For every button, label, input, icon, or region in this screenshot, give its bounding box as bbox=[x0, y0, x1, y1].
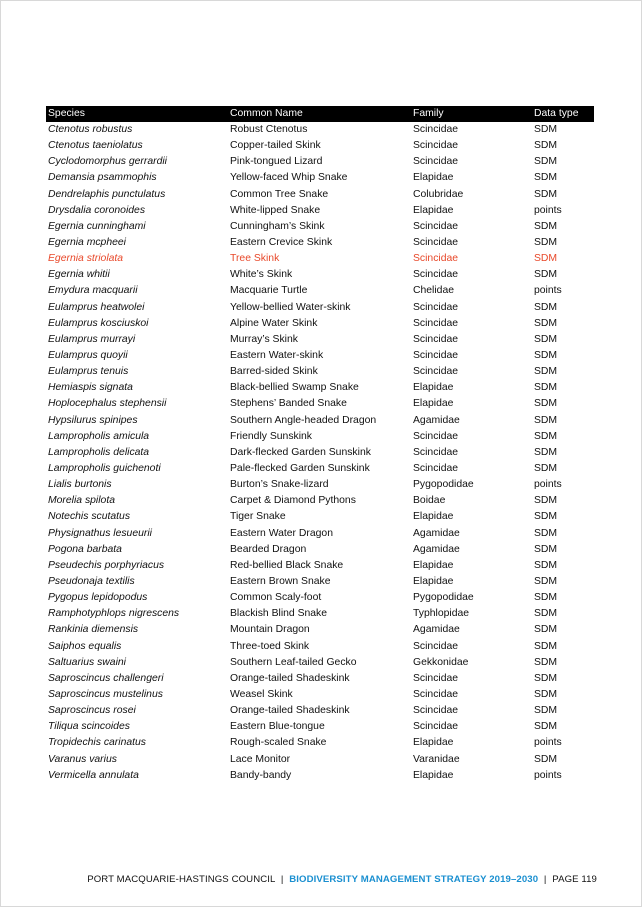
cell-data-type: SDM bbox=[534, 656, 558, 668]
cell-data-type: SDM bbox=[534, 382, 558, 394]
cell-data-type: SDM bbox=[534, 543, 558, 555]
table-row bbox=[46, 461, 594, 477]
cell-data-type: SDM bbox=[534, 624, 558, 636]
table-row bbox=[46, 477, 594, 493]
table-row bbox=[46, 671, 594, 687]
cell-common-name: Lace Monitor bbox=[230, 753, 291, 765]
cell-data-type: SDM bbox=[534, 592, 558, 604]
table-row bbox=[46, 703, 594, 719]
table-row bbox=[46, 493, 594, 509]
header-family: Family bbox=[411, 106, 532, 122]
cell-common-name: Robust Ctenotus bbox=[230, 124, 308, 136]
table-row bbox=[46, 251, 594, 267]
table-row bbox=[46, 445, 594, 461]
table-row bbox=[46, 751, 594, 767]
cell-data-type: SDM bbox=[534, 333, 558, 345]
cell-species: Emydura macquarii bbox=[48, 285, 138, 297]
table-header bbox=[46, 106, 594, 122]
footer-strategy-title: BIODIVERSITY MANAGEMENT STRATEGY 2019–2030 bbox=[289, 874, 539, 885]
cell-species: Saproscincus rosei bbox=[48, 705, 136, 717]
cell-data-type: SDM bbox=[534, 688, 558, 700]
cell-common-name: Three-toed Skink bbox=[230, 640, 310, 652]
cell-common-name: Common Tree Snake bbox=[230, 188, 329, 200]
cell-family: Scincidae bbox=[413, 301, 459, 313]
cell-species: Lampropholis amicula bbox=[48, 430, 150, 442]
footer-separator: | bbox=[280, 874, 284, 885]
cell-family: Elapidae bbox=[413, 204, 454, 216]
cell-species: Ramphotyphlops nigrescens bbox=[48, 608, 180, 620]
table-row bbox=[46, 768, 594, 784]
cell-common-name: Orange-tailed Shadeskink bbox=[230, 705, 350, 717]
cell-species: Morelia spilota bbox=[48, 495, 115, 507]
cell-family: Scincidae bbox=[413, 721, 459, 733]
table-row bbox=[46, 606, 594, 622]
cell-common-name: Southern Leaf-tailed Gecko bbox=[230, 656, 357, 668]
cell-family: Elapidae bbox=[413, 398, 454, 410]
cell-common-name: Southern Angle-headed Dragon bbox=[230, 414, 377, 426]
cell-data-type: SDM bbox=[534, 705, 558, 717]
cell-data-type: SDM bbox=[534, 188, 558, 200]
cell-family: Agamidae bbox=[413, 414, 460, 426]
cell-common-name: Barred-sided Skink bbox=[230, 366, 318, 378]
cell-common-name: Red-bellied Black Snake bbox=[230, 559, 344, 571]
cell-data-type: SDM bbox=[534, 301, 558, 313]
table-row bbox=[46, 396, 594, 412]
cell-data-type: SDM bbox=[534, 366, 558, 378]
table-row bbox=[46, 590, 594, 606]
cell-family: Elapidae bbox=[413, 559, 454, 571]
cell-species: Pseudechis porphyriacus bbox=[48, 559, 165, 571]
cell-family: Scincidae bbox=[413, 446, 459, 458]
cell-family: Scincidae bbox=[413, 640, 459, 652]
cell-data-type: SDM bbox=[534, 237, 558, 249]
table-row bbox=[46, 719, 594, 735]
table-row bbox=[46, 316, 594, 332]
table-row bbox=[46, 138, 594, 154]
cell-family: Boidae bbox=[413, 495, 446, 507]
cell-data-type: SDM bbox=[534, 527, 558, 539]
cell-family: Elapidae bbox=[413, 576, 454, 587]
table-row bbox=[46, 413, 594, 429]
cell-species: Hemiaspis signata bbox=[48, 382, 133, 394]
table-row bbox=[46, 122, 594, 138]
cell-family: Scincidae bbox=[413, 333, 459, 345]
cell-common-name: Murray’s Skink bbox=[230, 333, 298, 345]
cell-data-type: SDM bbox=[534, 398, 558, 410]
cell-family: Scincidae bbox=[413, 672, 459, 684]
cell-family: Scincidae bbox=[413, 366, 459, 378]
cell-common-name: Tiger Snake bbox=[230, 511, 286, 523]
table-row bbox=[46, 219, 594, 235]
cell-species: Varanus varius bbox=[48, 753, 117, 765]
table-row bbox=[46, 735, 594, 751]
cell-common-name: Alpine Water Skink bbox=[230, 317, 318, 329]
table-row bbox=[46, 558, 594, 574]
table-row bbox=[46, 526, 594, 542]
table-header-row bbox=[46, 106, 594, 122]
cell-common-name: Eastern Water Dragon bbox=[230, 527, 333, 539]
cell-family: Scincidae bbox=[413, 430, 459, 442]
cell-family: Elapidae bbox=[413, 737, 454, 749]
cell-common-name: Tree Skink bbox=[230, 253, 280, 265]
cell-family: Colubridae bbox=[413, 188, 464, 200]
cell-common-name: Yellow-faced Whip Snake bbox=[230, 172, 348, 184]
cell-species: Pseudonaja textilis bbox=[48, 576, 135, 587]
table-body bbox=[46, 122, 594, 784]
cell-common-name: Cunningham’s Skink bbox=[230, 220, 325, 232]
footer-page-number: PAGE 119 bbox=[552, 874, 597, 885]
cell-data-type: SDM bbox=[534, 430, 558, 442]
cell-species: Saltuarius swaini bbox=[48, 656, 126, 668]
cell-species: Saproscincus mustelinus bbox=[48, 688, 163, 700]
cell-common-name: Blackish Blind Snake bbox=[230, 608, 328, 620]
cell-species: Lampropholis delicata bbox=[48, 446, 150, 458]
table-row bbox=[46, 170, 594, 186]
cell-species: Hoplocephalus stephensii bbox=[48, 398, 167, 410]
cell-family: Scincidae bbox=[413, 350, 459, 362]
cell-common-name: Black-bellied Swamp Snake bbox=[230, 382, 359, 394]
cell-species: Lampropholis guichenoti bbox=[48, 463, 161, 475]
cell-family: Elapidae bbox=[413, 382, 454, 394]
cell-data-type: SDM bbox=[534, 608, 558, 620]
cell-species: Egernia whitii bbox=[48, 269, 110, 281]
table-row bbox=[46, 235, 594, 251]
cell-data-type: SDM bbox=[534, 463, 558, 475]
cell-data-type: SDM bbox=[534, 559, 558, 571]
cell-family: Scincidae bbox=[413, 463, 459, 475]
cell-data-type: SDM bbox=[534, 576, 558, 587]
cell-common-name: Rough-scaled Snake bbox=[230, 737, 327, 749]
cell-family: Elapidae bbox=[413, 769, 454, 781]
cell-data-type: SDM bbox=[534, 140, 558, 152]
cell-common-name: Eastern Water-skink bbox=[230, 350, 324, 362]
table-row bbox=[46, 639, 594, 655]
cell-common-name: Yellow-bellied Water-skink bbox=[230, 301, 351, 313]
cell-common-name: Orange-tailed Shadeskink bbox=[230, 672, 350, 684]
table-row bbox=[46, 509, 594, 525]
cell-data-type: SDM bbox=[534, 156, 558, 168]
cell-species: Pogona barbata bbox=[48, 543, 122, 555]
cell-common-name: Bandy-bandy bbox=[230, 769, 292, 781]
cell-species: Notechis scutatus bbox=[48, 511, 131, 523]
cell-species: Egernia mcpheei bbox=[48, 237, 126, 249]
cell-family: Agamidae bbox=[413, 624, 460, 636]
cell-species: Saiphos equalis bbox=[48, 640, 122, 652]
cell-data-type: points bbox=[534, 285, 562, 297]
cell-species: Pygopus lepidopodus bbox=[48, 592, 148, 604]
cell-data-type: SDM bbox=[534, 511, 558, 523]
header-common-name: Common Name bbox=[228, 106, 411, 122]
cell-species: Eulamprus murrayi bbox=[48, 333, 136, 345]
cell-common-name: Burton’s Snake-lizard bbox=[230, 479, 329, 491]
cell-common-name: Pale-flecked Garden Sunskink bbox=[230, 463, 370, 475]
cell-species: Eulamprus tenuis bbox=[48, 366, 129, 378]
cell-data-type: SDM bbox=[534, 124, 558, 136]
header-species: Species bbox=[46, 106, 228, 122]
cell-common-name: Friendly Sunskink bbox=[230, 430, 313, 442]
cell-family: Elapidae bbox=[413, 172, 454, 184]
cell-species: Egernia cunninghami bbox=[48, 220, 146, 232]
cell-common-name: Bearded Dragon bbox=[230, 543, 307, 555]
cell-species: Physignathus lesueurii bbox=[48, 527, 152, 539]
cell-common-name: White-lipped Snake bbox=[230, 204, 321, 216]
cell-species: Saproscincus challengeri bbox=[48, 672, 164, 684]
cell-data-type: SDM bbox=[534, 350, 558, 362]
cell-data-type: SDM bbox=[534, 640, 558, 652]
cell-common-name: Mountain Dragon bbox=[230, 624, 310, 636]
cell-species: Drysdalia coronoides bbox=[48, 204, 146, 216]
cell-species: Dendrelaphis punctulatus bbox=[48, 188, 166, 200]
cell-species: Rankinia diemensis bbox=[48, 624, 139, 636]
cell-family: Scincidae bbox=[413, 140, 459, 152]
cell-data-type: SDM bbox=[534, 721, 558, 733]
table-row bbox=[46, 364, 594, 380]
page-footer bbox=[87, 874, 597, 885]
cell-family: Pygopodidae bbox=[413, 592, 474, 604]
cell-species: Vermicella annulata bbox=[48, 769, 139, 781]
cell-family: Varanidae bbox=[413, 753, 460, 765]
cell-data-type: SDM bbox=[534, 495, 558, 507]
cell-data-type: SDM bbox=[534, 414, 558, 426]
cell-species: Tropidechis carinatus bbox=[48, 737, 146, 749]
cell-family: Scincidae bbox=[413, 269, 459, 281]
cell-species: Eulamprus quoyii bbox=[48, 350, 128, 362]
cell-family: Scincidae bbox=[413, 705, 459, 717]
cell-family: Agamidae bbox=[413, 527, 460, 539]
cell-common-name: Stephens’ Banded Snake bbox=[230, 398, 347, 410]
cell-family: Scincidae bbox=[413, 156, 459, 168]
cell-species: Eulamprus heatwolei bbox=[48, 301, 145, 313]
cell-common-name: Carpet & Diamond Pythons bbox=[230, 495, 356, 507]
table-row bbox=[46, 332, 594, 348]
table-row bbox=[46, 655, 594, 671]
cell-family: Agamidae bbox=[413, 543, 460, 555]
table-row bbox=[46, 429, 594, 445]
cell-common-name: Weasel Skink bbox=[230, 688, 293, 700]
cell-data-type: SDM bbox=[534, 253, 558, 265]
cell-family: Gekkonidae bbox=[413, 656, 469, 668]
cell-data-type: points bbox=[534, 737, 562, 749]
footer-separator: | bbox=[543, 874, 547, 885]
cell-data-type: SDM bbox=[534, 672, 558, 684]
cell-species: Ctenotus robustus bbox=[48, 124, 133, 136]
cell-common-name: Common Scaly-foot bbox=[230, 592, 322, 604]
table-row bbox=[46, 622, 594, 638]
table-row bbox=[46, 687, 594, 703]
cell-data-type: SDM bbox=[534, 446, 558, 458]
cell-data-type: SDM bbox=[534, 172, 558, 184]
cell-data-type: SDM bbox=[534, 269, 558, 281]
cell-common-name: Eastern Brown Snake bbox=[230, 576, 331, 587]
table-row bbox=[46, 283, 594, 299]
table-row bbox=[46, 348, 594, 364]
cell-species: Tiliqua scincoides bbox=[48, 721, 130, 733]
cell-data-type: points bbox=[534, 769, 562, 781]
cell-common-name: White’s Skink bbox=[230, 269, 293, 281]
footer-council: PORT MACQUARIE-HASTINGS COUNCIL bbox=[87, 874, 276, 885]
cell-data-type: points bbox=[534, 204, 562, 216]
cell-common-name: Eastern Crevice Skink bbox=[230, 237, 333, 249]
cell-common-name: Dark-flecked Garden Sunskink bbox=[230, 446, 371, 458]
cell-species: Hypsilurus spinipes bbox=[48, 414, 138, 426]
cell-data-type: SDM bbox=[534, 317, 558, 329]
table-row bbox=[46, 154, 594, 170]
cell-family: Typhlopidae bbox=[413, 608, 470, 620]
table-row bbox=[46, 300, 594, 316]
cell-species: Ctenotus taeniolatus bbox=[48, 140, 143, 152]
cell-family: Scincidae bbox=[413, 124, 459, 136]
cell-family: Scincidae bbox=[413, 237, 459, 249]
species-table bbox=[46, 106, 594, 784]
cell-family: Scincidae bbox=[413, 220, 459, 232]
cell-family: Scincidae bbox=[413, 688, 459, 700]
cell-species: Egernia striolata bbox=[48, 253, 124, 265]
cell-common-name: Pink-tongued Lizard bbox=[230, 156, 323, 168]
table-row bbox=[46, 187, 594, 203]
cell-family: Chelidae bbox=[413, 285, 455, 297]
cell-common-name: Eastern Blue-tongue bbox=[230, 721, 325, 733]
cell-family: Elapidae bbox=[413, 511, 454, 523]
cell-common-name: Copper-tailed Skink bbox=[230, 140, 321, 152]
header-data-type: Data type bbox=[532, 106, 594, 122]
cell-data-type: SDM bbox=[534, 220, 558, 232]
table-row bbox=[46, 574, 594, 590]
cell-species: Lialis burtonis bbox=[48, 479, 112, 491]
table-row bbox=[46, 542, 594, 558]
cell-data-type: SDM bbox=[534, 753, 558, 765]
cell-species: Cyclodomorphus gerrardii bbox=[48, 156, 167, 168]
table-row bbox=[46, 380, 594, 396]
cell-family: Pygopodidae bbox=[413, 479, 474, 491]
cell-species: Eulamprus kosciuskoi bbox=[48, 317, 149, 329]
cell-family: Scincidae bbox=[413, 253, 459, 265]
cell-family: Scincidae bbox=[413, 317, 459, 329]
table-row bbox=[46, 267, 594, 283]
cell-common-name: Macquarie Turtle bbox=[230, 285, 308, 297]
cell-data-type: points bbox=[534, 479, 562, 491]
cell-species: Demansia psammophis bbox=[48, 172, 157, 184]
table-row bbox=[46, 203, 594, 219]
